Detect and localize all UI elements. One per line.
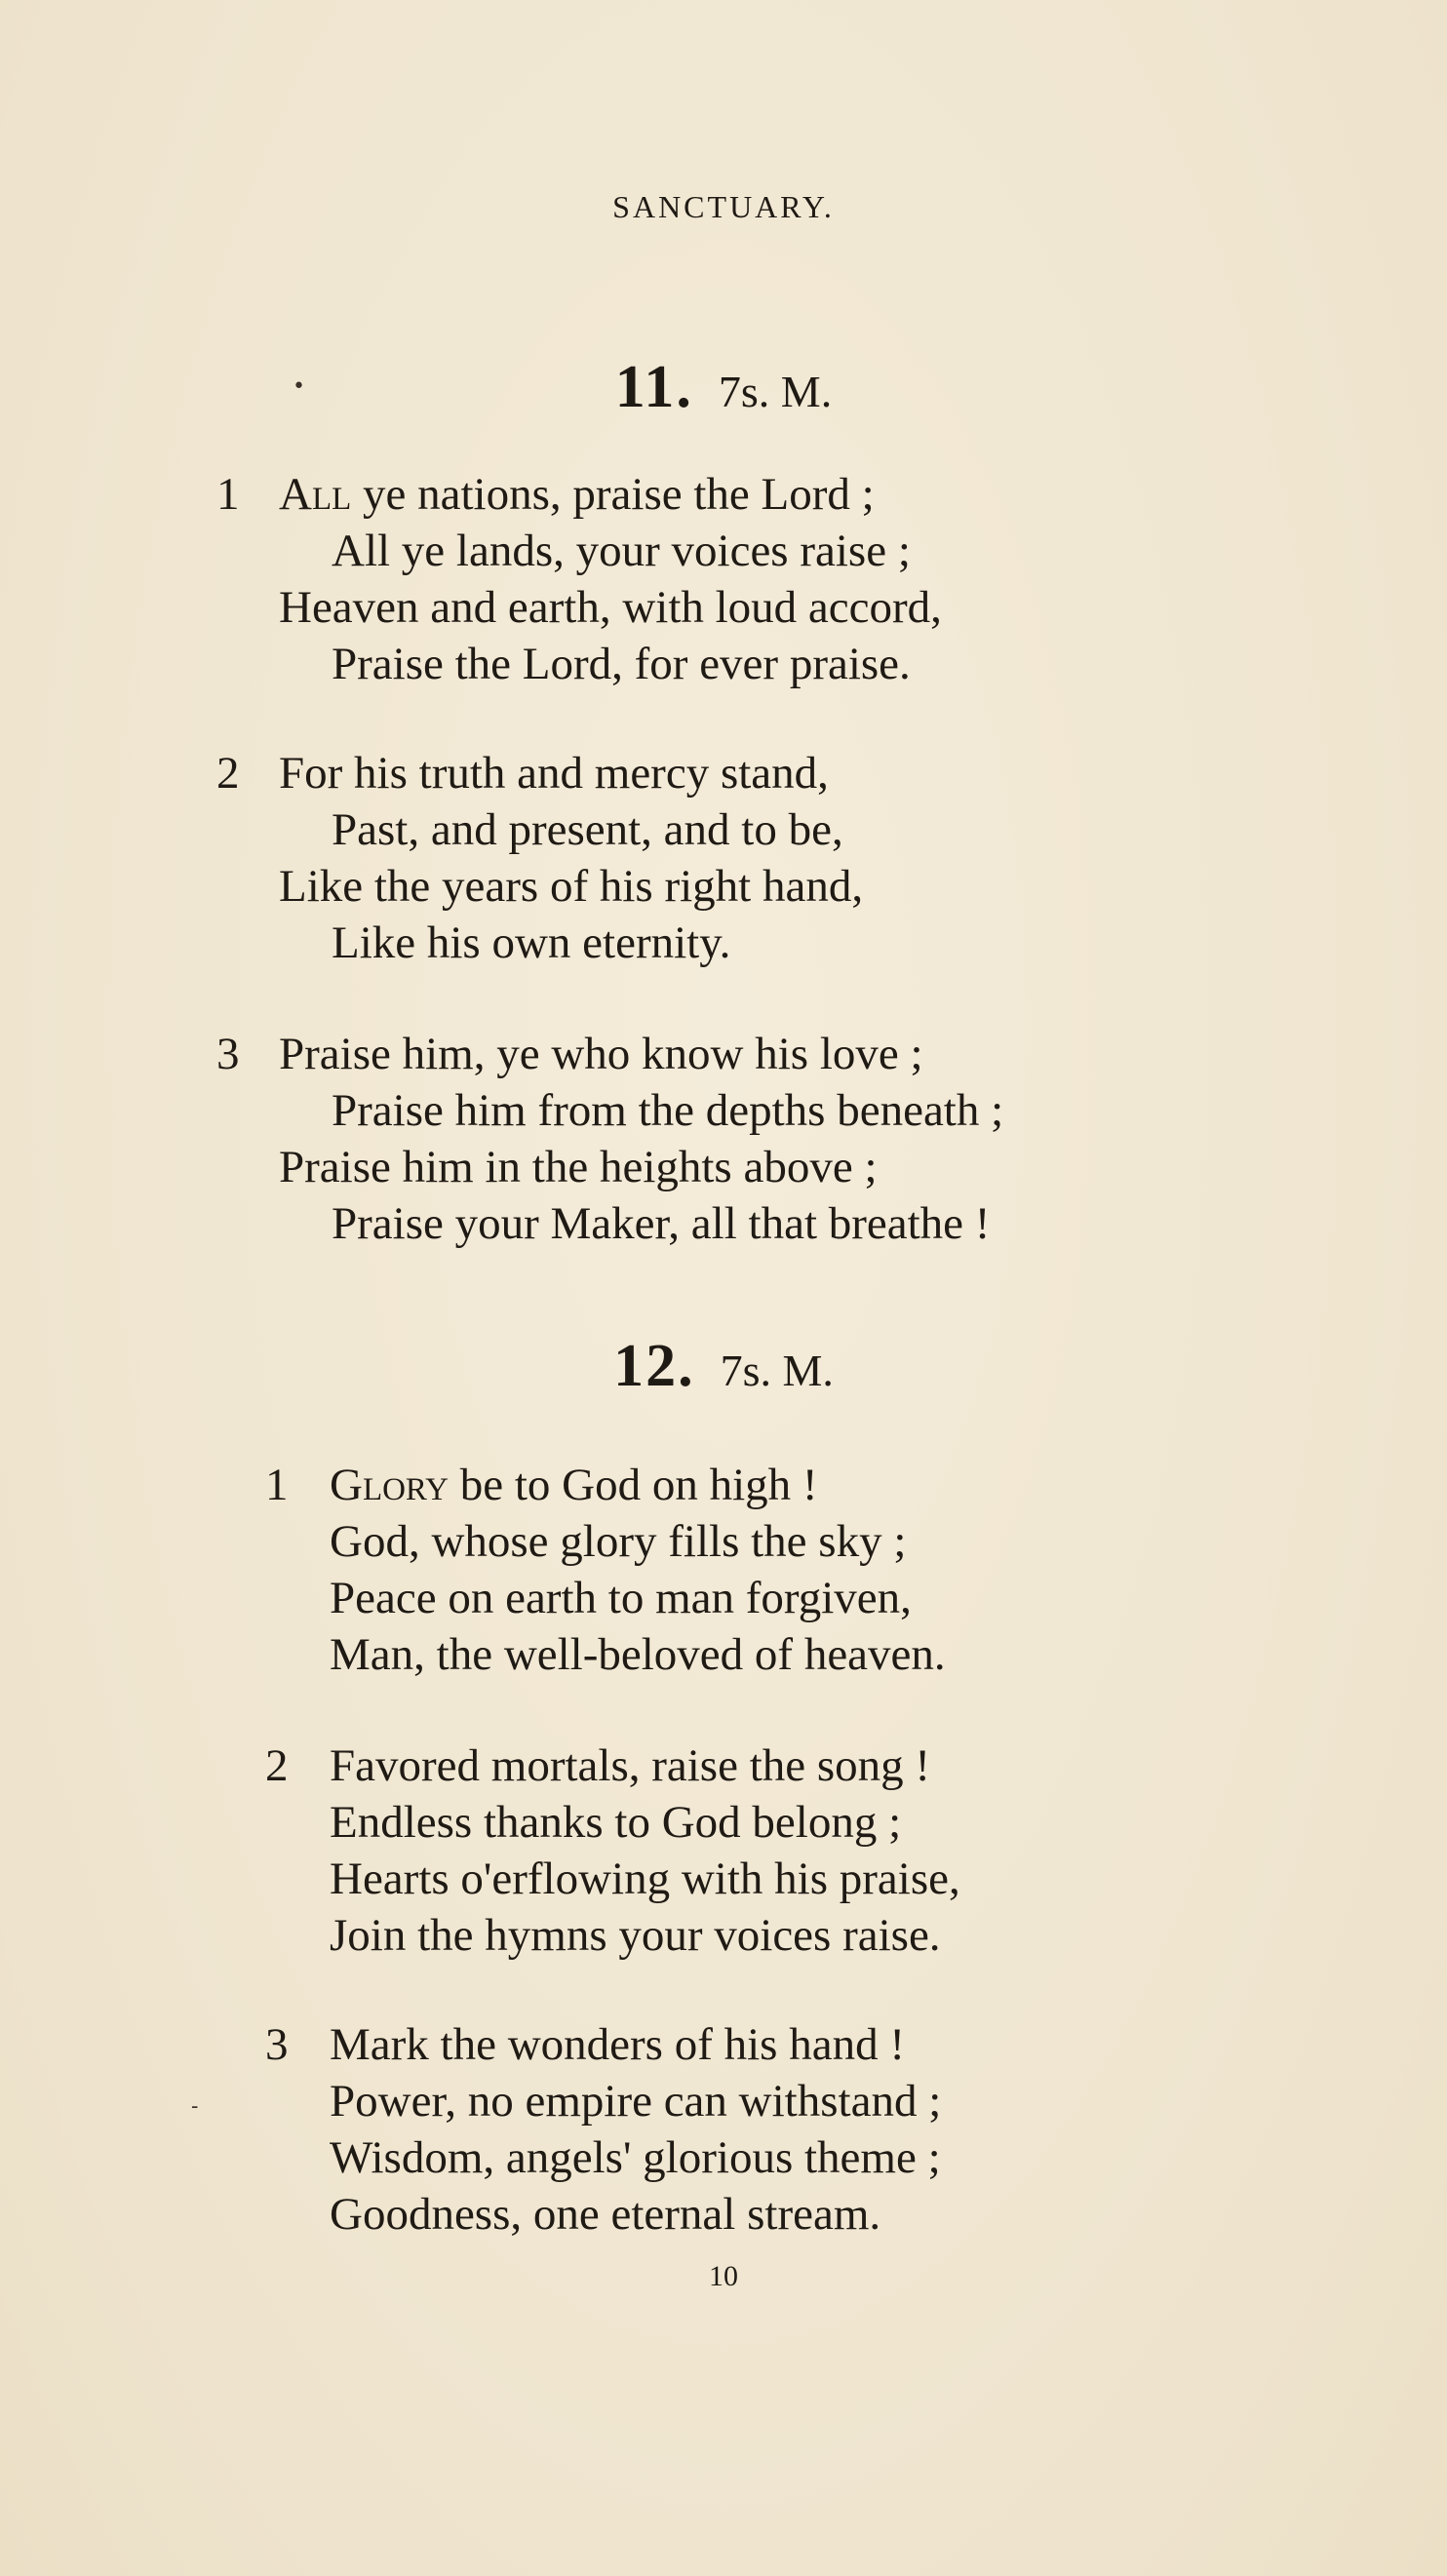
stanza-line: Join the hymns your voices raise. — [330, 1910, 941, 1961]
stanza-line: Peace on earth to man forgiven, — [330, 1573, 912, 1623]
stanza-number: 1 — [216, 469, 240, 520]
stanza-line: For his truth and mercy stand, — [279, 748, 829, 799]
hymn-number: 11. — [614, 354, 693, 420]
stanza-line: Mark the wonders of his hand ! — [330, 2019, 905, 2070]
hymn-12-heading — [0, 1332, 1447, 1401]
ink-speck-mark: • — [293, 374, 305, 399]
first-word: All — [279, 469, 352, 520]
stanza-line: Heaven and earth, with loud accord, — [279, 582, 942, 633]
stanza-line: All ye nations, praise the Lord ; — [279, 469, 875, 520]
hymn-11-stanza-3 — [216, 1026, 1003, 1252]
hymn-12-stanza-1 — [265, 1457, 946, 1683]
running-head: SANCTUARY. — [612, 189, 835, 224]
stanza-number: 3 — [265, 2019, 289, 2070]
hymn-11-stanza-1 — [216, 466, 942, 692]
stanza-line: All ye lands, your voices raise ; — [332, 526, 911, 576]
stanza-number: 2 — [265, 1740, 289, 1791]
stanza-line: Like his own eternity. — [332, 917, 731, 968]
stanza-number: 3 — [216, 1029, 240, 1079]
hymn-12-stanza-2 — [265, 1737, 960, 1964]
hymn-meter: 7s. M. — [718, 367, 833, 416]
stanza-line: Praise your Maker, all that breathe ! — [332, 1198, 991, 1249]
stanza-line: Glory be to God on high ! — [330, 1460, 818, 1510]
stanza-line: Favored mortals, raise the song ! — [330, 1740, 931, 1791]
stanza-line: Past, and present, and to be, — [332, 804, 843, 855]
stanza-line: Endless thanks to God belong ; — [330, 1797, 902, 1848]
stanza-line: Goodness, one eternal stream. — [330, 2189, 881, 2240]
stanza-line: Praise him in the heights above ; — [279, 1142, 878, 1192]
stanza-line: Praise him, ye who know his love ; — [279, 1029, 923, 1079]
stanza-number: 2 — [216, 748, 240, 799]
hymn-11-heading — [0, 353, 1447, 422]
hymn-meter: 7s. M. — [720, 1346, 834, 1395]
hymn-number: 12. — [613, 1333, 695, 1399]
ink-speck-mark: - — [191, 2094, 199, 2119]
stanza-line: Man, the well-beloved of heaven. — [330, 1629, 946, 1680]
page-number: 10 — [709, 2260, 738, 2292]
first-word: Glory — [330, 1460, 449, 1510]
stanza-number: 1 — [265, 1460, 289, 1510]
stanza-line: Wisdom, angels' glorious theme ; — [330, 2132, 941, 2183]
stanza-line: Praise him from the depths beneath ; — [332, 1085, 1004, 1136]
stanza-line: God, whose glory fills the sky ; — [330, 1516, 907, 1567]
stanza-line: Praise the Lord, for ever praise. — [332, 639, 911, 689]
hymn-12-stanza-3 — [265, 2016, 941, 2243]
stanza-line: Like the years of his right hand, — [279, 861, 864, 912]
hymn-11-stanza-2 — [216, 745, 863, 971]
stanza-line: Hearts o'erflowing with his praise, — [330, 1854, 960, 1904]
stanza-line: Power, no empire can withstand ; — [330, 2076, 942, 2127]
